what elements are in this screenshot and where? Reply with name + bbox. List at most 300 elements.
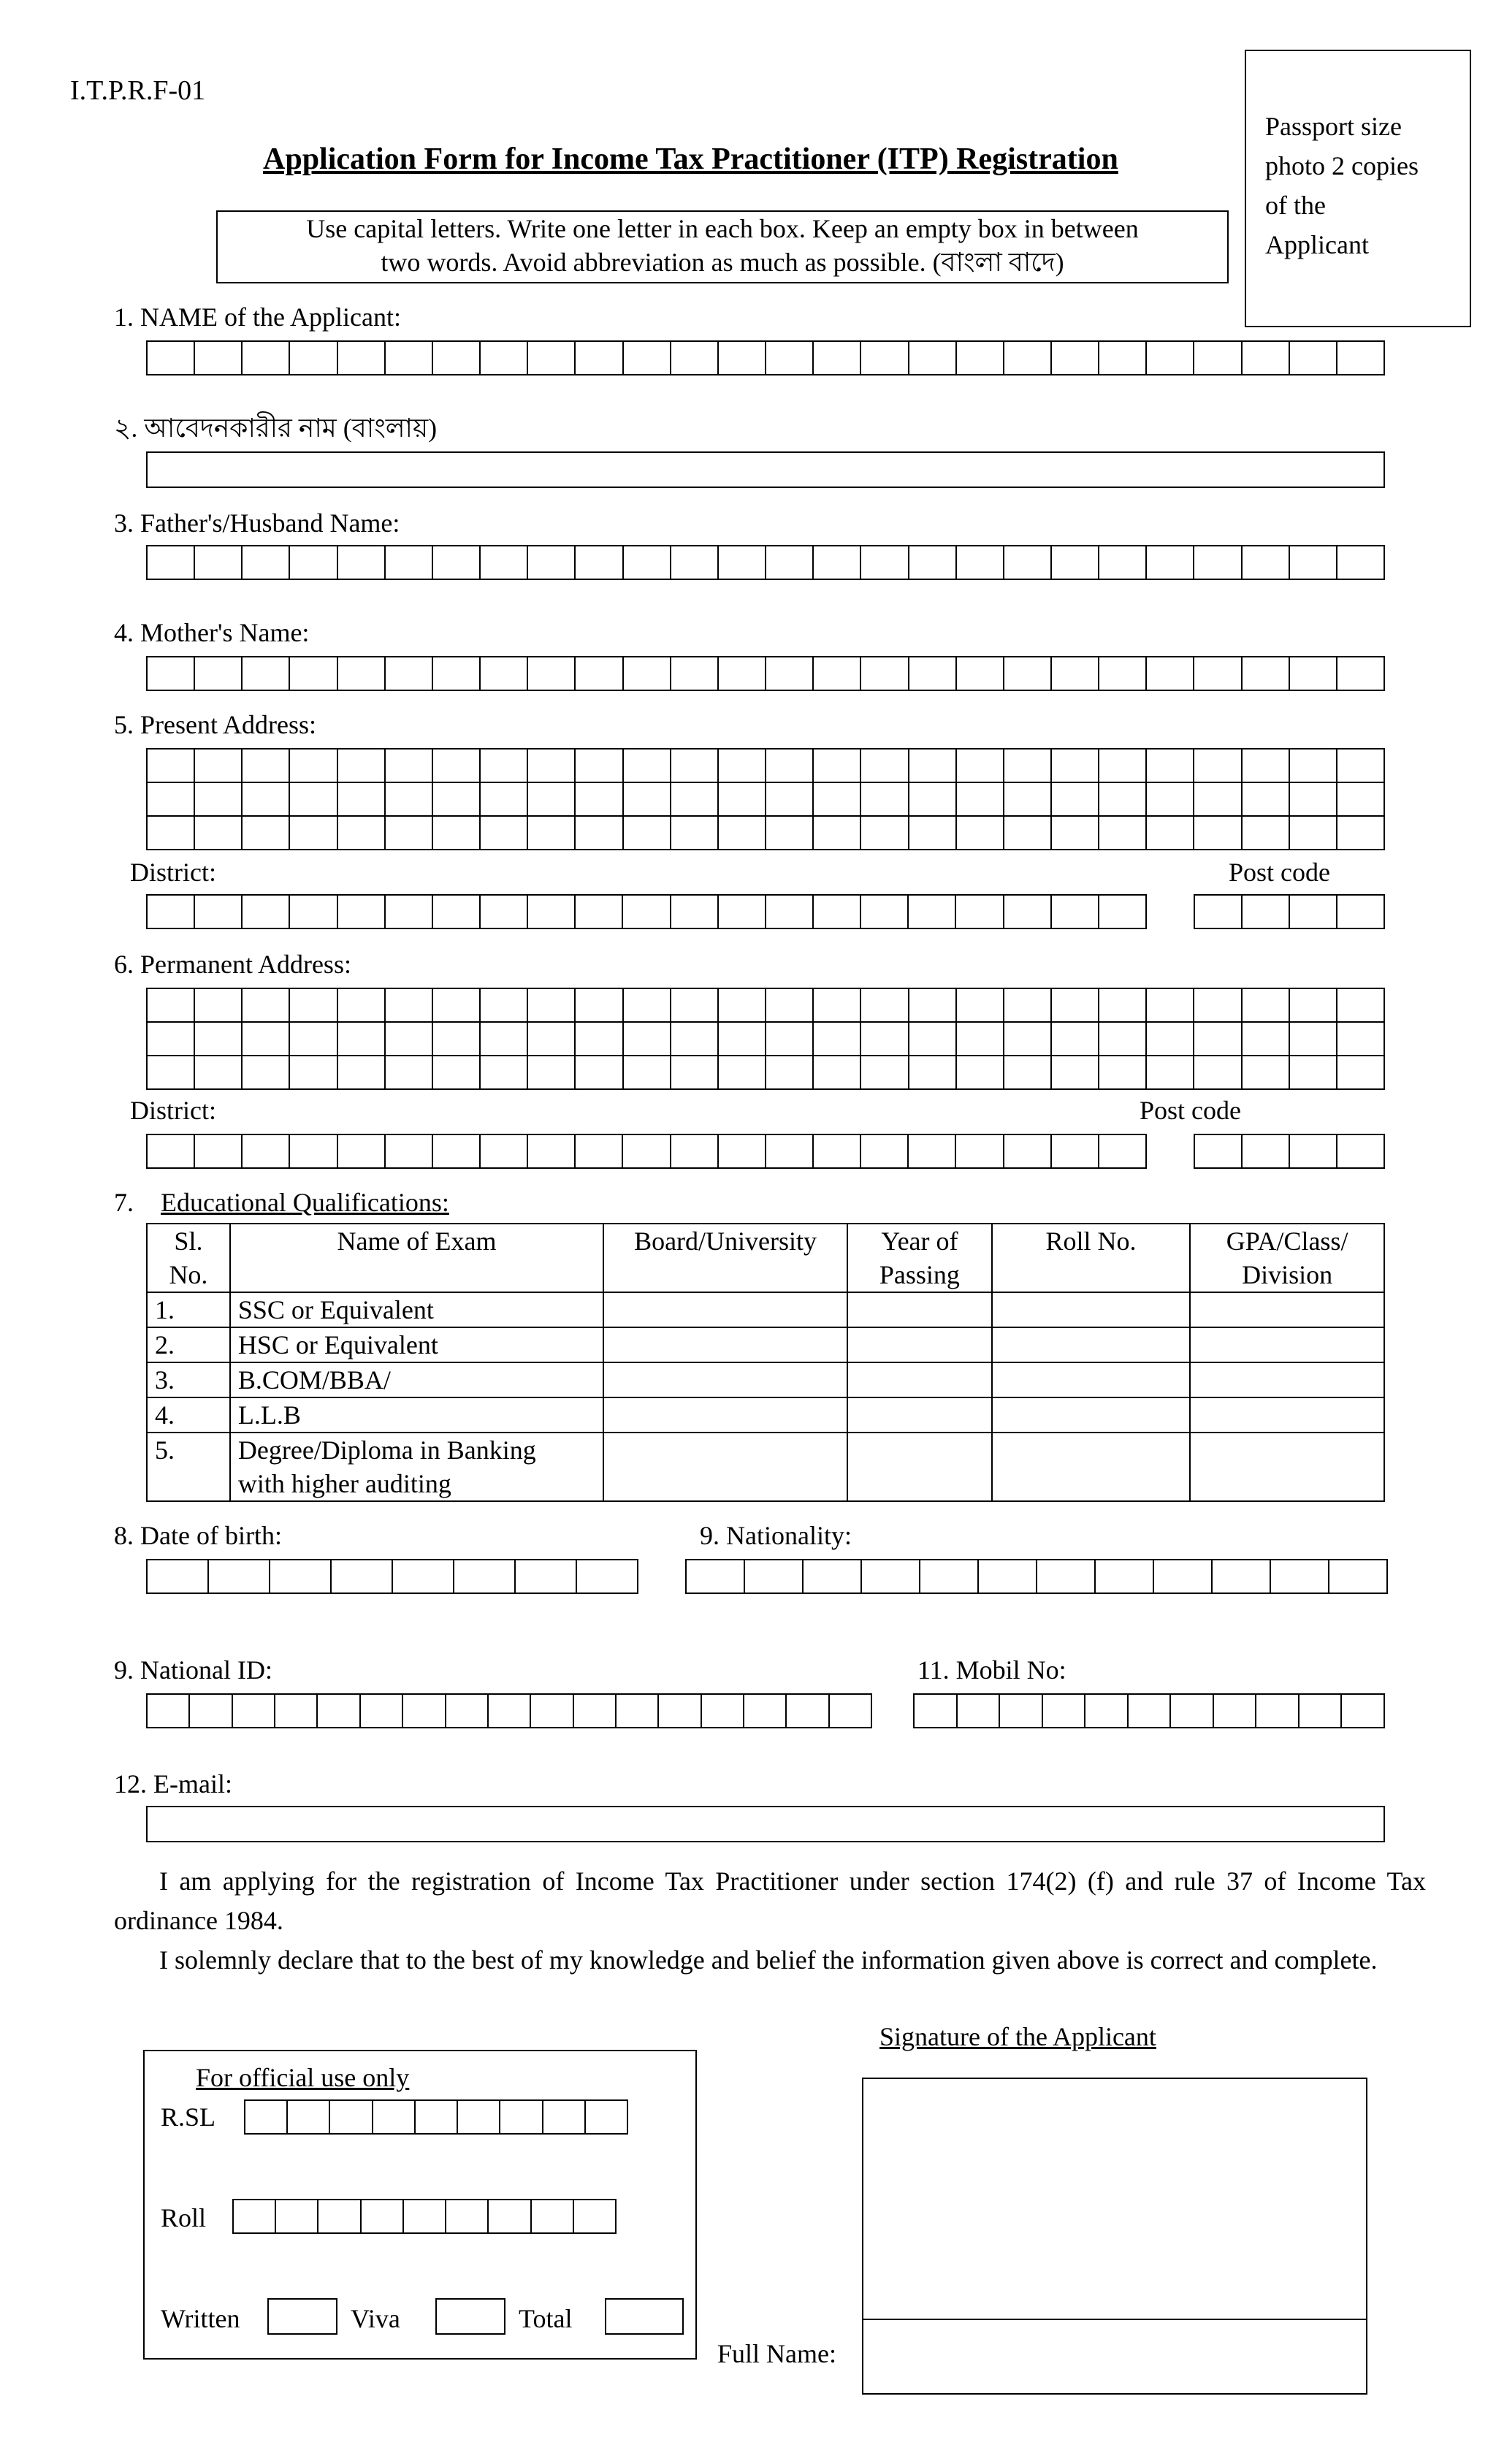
letter-box[interactable] (671, 783, 719, 815)
letter-box[interactable] (148, 546, 195, 579)
letter-box[interactable] (433, 1056, 481, 1088)
letter-box[interactable] (243, 1023, 290, 1055)
letter-box[interactable] (957, 1023, 1004, 1055)
letter-box[interactable] (386, 1135, 433, 1167)
letter-box[interactable] (481, 546, 528, 579)
letter-box[interactable] (624, 783, 671, 815)
letter-box[interactable] (1099, 342, 1147, 374)
letter-box[interactable] (1099, 817, 1147, 849)
letter-box[interactable] (671, 896, 719, 928)
letter-box[interactable] (1099, 657, 1147, 690)
letter-box[interactable] (766, 750, 814, 782)
letter-box[interactable] (500, 2101, 543, 2133)
letter-box[interactable] (1194, 783, 1242, 815)
letter-box[interactable] (275, 1695, 318, 1727)
letter-box[interactable] (719, 1135, 766, 1167)
letter-box[interactable] (148, 1023, 195, 1055)
written-box[interactable] (267, 2298, 337, 2335)
roll-cell[interactable] (992, 1397, 1190, 1433)
letter-box[interactable] (1194, 342, 1242, 374)
letter-box[interactable] (290, 783, 337, 815)
letter-box[interactable] (481, 1135, 528, 1167)
letter-box[interactable] (861, 750, 909, 782)
letter-box[interactable] (719, 750, 766, 782)
total-box[interactable] (605, 2298, 684, 2335)
letter-box[interactable] (338, 783, 386, 815)
letter-box[interactable] (1290, 750, 1337, 782)
letter-box[interactable] (576, 657, 623, 690)
letter-box[interactable] (1099, 1135, 1145, 1167)
year-cell[interactable] (847, 1292, 992, 1327)
letter-box[interactable] (195, 546, 243, 579)
letter-box[interactable] (1337, 1023, 1384, 1055)
letter-box[interactable] (543, 2101, 586, 2133)
letter-box[interactable] (957, 817, 1004, 849)
letter-box[interactable] (361, 1695, 403, 1727)
letter-box[interactable] (1052, 1056, 1099, 1088)
father-name-boxes[interactable] (146, 545, 1385, 580)
letter-box[interactable] (861, 1056, 909, 1088)
letter-box[interactable] (909, 817, 957, 849)
board-cell[interactable] (603, 1397, 847, 1433)
letter-box[interactable] (528, 783, 576, 815)
letter-box[interactable] (766, 657, 814, 690)
letter-box[interactable] (1243, 817, 1290, 849)
letter-box[interactable] (862, 1560, 920, 1593)
letter-box[interactable] (386, 342, 433, 374)
letter-box[interactable] (1085, 1695, 1129, 1727)
letter-box[interactable] (195, 783, 243, 815)
rsl-boxes[interactable] (244, 2099, 628, 2135)
letter-box[interactable] (433, 817, 481, 849)
letter-box[interactable] (338, 1056, 386, 1088)
letter-box[interactable] (190, 1695, 232, 1727)
letter-box[interactable] (1195, 1135, 1243, 1167)
letter-box[interactable] (787, 1695, 829, 1727)
letter-box[interactable] (481, 783, 528, 815)
letter-box[interactable] (1004, 1056, 1052, 1088)
letter-box[interactable] (243, 817, 290, 849)
letter-box[interactable] (766, 546, 814, 579)
letter-box[interactable] (528, 657, 576, 690)
letter-box[interactable] (386, 896, 433, 928)
letter-box[interactable] (1004, 546, 1052, 579)
letter-box[interactable] (1154, 1560, 1213, 1593)
letter-box[interactable] (814, 750, 861, 782)
letter-box[interactable] (1000, 1695, 1043, 1727)
letter-box[interactable] (1243, 657, 1290, 690)
letter-box[interactable] (318, 2200, 361, 2232)
letter-box[interactable] (1243, 1023, 1290, 1055)
signature-box[interactable] (862, 2078, 1367, 2320)
letter-box[interactable] (148, 896, 195, 928)
letter-box[interactable] (290, 546, 337, 579)
letter-box[interactable] (719, 989, 766, 1021)
letter-box[interactable] (814, 817, 861, 849)
letter-box[interactable] (433, 989, 481, 1021)
letter-box[interactable] (909, 1056, 957, 1088)
roll-cell[interactable] (992, 1433, 1190, 1501)
letter-box[interactable] (332, 1560, 393, 1593)
permanent-address-row-1[interactable] (146, 988, 1385, 1023)
letter-box[interactable] (1337, 817, 1384, 849)
letter-box[interactable] (576, 896, 623, 928)
letter-box[interactable] (766, 817, 814, 849)
letter-box[interactable] (623, 1135, 671, 1167)
letter-box[interactable] (1195, 896, 1243, 928)
letter-box[interactable] (386, 1023, 433, 1055)
letter-box[interactable] (861, 896, 909, 928)
letter-box[interactable] (446, 1695, 489, 1727)
letter-box[interactable] (148, 783, 195, 815)
letter-box[interactable] (516, 1560, 577, 1593)
letter-box[interactable] (719, 783, 766, 815)
name-bn-field[interactable] (146, 451, 1385, 488)
year-cell[interactable] (847, 1433, 992, 1501)
letter-box[interactable] (861, 783, 909, 815)
letter-box[interactable] (1099, 1023, 1147, 1055)
letter-box[interactable] (338, 817, 386, 849)
gpa-cell[interactable] (1190, 1292, 1384, 1327)
letter-box[interactable] (528, 896, 576, 928)
present-district-boxes[interactable] (146, 894, 1147, 929)
letter-box[interactable] (148, 817, 195, 849)
letter-box[interactable] (481, 342, 528, 374)
letter-box[interactable] (1290, 1056, 1337, 1088)
letter-box[interactable] (1243, 896, 1290, 928)
letter-box[interactable] (1214, 1695, 1257, 1727)
letter-box[interactable] (861, 342, 909, 374)
letter-box[interactable] (458, 2101, 500, 2133)
letter-box[interactable] (1099, 750, 1147, 782)
permanent-address-row-2[interactable] (146, 1021, 1385, 1056)
board-cell[interactable] (603, 1433, 847, 1501)
full-name-field[interactable] (862, 2319, 1367, 2395)
letter-box[interactable] (195, 896, 243, 928)
viva-box[interactable] (435, 2298, 505, 2335)
letter-box[interactable] (624, 750, 671, 782)
letter-box[interactable] (195, 1135, 243, 1167)
letter-box[interactable] (1290, 1135, 1337, 1167)
letter-box[interactable] (243, 1135, 290, 1167)
letter-box[interactable] (909, 657, 957, 690)
letter-box[interactable] (1243, 750, 1290, 782)
present-address-row-2[interactable] (146, 782, 1385, 817)
letter-box[interactable] (909, 1023, 957, 1055)
letter-box[interactable] (1194, 817, 1242, 849)
letter-box[interactable] (576, 1056, 623, 1088)
letter-box[interactable] (1290, 657, 1337, 690)
letter-box[interactable] (687, 1560, 745, 1593)
letter-box[interactable] (528, 817, 576, 849)
letter-box[interactable] (481, 1023, 528, 1055)
letter-box[interactable] (1004, 342, 1052, 374)
name-boxes[interactable] (146, 340, 1385, 375)
letter-box[interactable] (1337, 783, 1384, 815)
letter-box[interactable] (1147, 989, 1194, 1021)
letter-box[interactable] (624, 1056, 671, 1088)
permanent-address-row-3[interactable] (146, 1055, 1385, 1090)
letter-box[interactable] (909, 1135, 956, 1167)
letter-box[interactable] (1290, 546, 1337, 579)
letter-box[interactable] (446, 2200, 489, 2232)
letter-box[interactable] (1052, 896, 1099, 928)
letter-box[interactable] (243, 1056, 290, 1088)
letter-box[interactable] (532, 2200, 574, 2232)
letter-box[interactable] (1300, 1695, 1343, 1727)
mobile-boxes[interactable] (913, 1693, 1385, 1728)
letter-box[interactable] (1052, 783, 1099, 815)
letter-box[interactable] (290, 657, 337, 690)
letter-box[interactable] (243, 989, 290, 1021)
letter-box[interactable] (766, 1056, 814, 1088)
letter-box[interactable] (489, 2200, 531, 2232)
letter-box[interactable] (1099, 896, 1145, 928)
letter-box[interactable] (1004, 1023, 1052, 1055)
letter-box[interactable] (1052, 989, 1099, 1021)
letter-box[interactable] (1004, 896, 1052, 928)
gpa-cell[interactable] (1190, 1327, 1384, 1362)
letter-box[interactable] (290, 817, 337, 849)
letter-box[interactable] (719, 817, 766, 849)
letter-box[interactable] (489, 1695, 531, 1727)
letter-box[interactable] (481, 896, 528, 928)
letter-box[interactable] (148, 342, 195, 374)
letter-box[interactable] (1004, 750, 1052, 782)
letter-box[interactable] (1194, 750, 1242, 782)
letter-box[interactable] (1099, 546, 1147, 579)
letter-box[interactable] (481, 750, 528, 782)
letter-box[interactable] (243, 750, 290, 782)
letter-box[interactable] (861, 1135, 909, 1167)
letter-box[interactable] (577, 1560, 637, 1593)
letter-box[interactable] (1243, 1135, 1290, 1167)
letter-box[interactable] (1147, 342, 1194, 374)
letter-box[interactable] (1337, 1056, 1384, 1088)
letter-box[interactable] (814, 546, 861, 579)
letter-box[interactable] (1043, 1695, 1086, 1727)
letter-box[interactable] (433, 1023, 481, 1055)
letter-box[interactable] (830, 1695, 871, 1727)
board-cell[interactable] (603, 1362, 847, 1397)
letter-box[interactable] (624, 546, 671, 579)
letter-box[interactable] (909, 783, 957, 815)
letter-box[interactable] (528, 750, 576, 782)
letter-box[interactable] (909, 546, 957, 579)
present-address-row-1[interactable] (146, 748, 1385, 783)
letter-box[interactable] (338, 896, 386, 928)
letter-box[interactable] (433, 546, 481, 579)
letter-box[interactable] (270, 1560, 332, 1593)
letter-box[interactable] (433, 657, 481, 690)
roll-cell[interactable] (992, 1292, 1190, 1327)
letter-box[interactable] (433, 342, 481, 374)
letter-box[interactable] (330, 2101, 373, 2133)
letter-box[interactable] (719, 342, 766, 374)
letter-box[interactable] (1243, 1056, 1290, 1088)
letter-box[interactable] (528, 989, 576, 1021)
letter-box[interactable] (861, 1023, 909, 1055)
letter-box[interactable] (1337, 750, 1384, 782)
letter-box[interactable] (1099, 1056, 1147, 1088)
letter-box[interactable] (1052, 817, 1099, 849)
letter-box[interactable] (574, 1695, 617, 1727)
letter-box[interactable] (671, 750, 719, 782)
letter-box[interactable] (671, 989, 719, 1021)
letter-box[interactable] (576, 750, 623, 782)
letter-box[interactable] (1290, 896, 1337, 928)
letter-box[interactable] (416, 2101, 458, 2133)
letter-box[interactable] (671, 1135, 719, 1167)
letter-box[interactable] (243, 546, 290, 579)
letter-box[interactable] (338, 1023, 386, 1055)
present-address-row-3[interactable] (146, 815, 1385, 850)
letter-box[interactable] (719, 1056, 766, 1088)
letter-box[interactable] (624, 989, 671, 1021)
letter-box[interactable] (195, 342, 243, 374)
letter-box[interactable] (719, 657, 766, 690)
letter-box[interactable] (1194, 1056, 1242, 1088)
letter-box[interactable] (1337, 1135, 1384, 1167)
letter-box[interactable] (288, 2101, 330, 2133)
letter-box[interactable] (276, 2200, 318, 2232)
letter-box[interactable] (433, 750, 481, 782)
letter-box[interactable] (318, 1695, 360, 1727)
letter-box[interactable] (148, 1695, 190, 1727)
letter-box[interactable] (290, 1023, 337, 1055)
letter-box[interactable] (1243, 783, 1290, 815)
letter-box[interactable] (1194, 989, 1242, 1021)
letter-box[interactable] (1342, 1695, 1384, 1727)
letter-box[interactable] (386, 817, 433, 849)
letter-box[interactable] (576, 342, 623, 374)
letter-box[interactable] (531, 1695, 573, 1727)
letter-box[interactable] (1052, 657, 1099, 690)
permanent-post-code-boxes[interactable] (1194, 1134, 1385, 1169)
letter-box[interactable] (1147, 1056, 1194, 1088)
letter-box[interactable] (909, 750, 957, 782)
letter-box[interactable] (702, 1695, 744, 1727)
present-post-code-boxes[interactable] (1194, 894, 1385, 929)
letter-box[interactable] (243, 657, 290, 690)
letter-box[interactable] (861, 989, 909, 1021)
letter-box[interactable] (195, 1023, 243, 1055)
letter-box[interactable] (1052, 1135, 1099, 1167)
letter-box[interactable] (576, 783, 623, 815)
letter-box[interactable] (576, 546, 623, 579)
letter-box[interactable] (1004, 989, 1052, 1021)
letter-box[interactable] (624, 657, 671, 690)
dob-boxes[interactable] (146, 1559, 638, 1594)
letter-box[interactable] (1004, 1135, 1052, 1167)
letter-box[interactable] (766, 1023, 814, 1055)
letter-box[interactable] (814, 657, 861, 690)
letter-box[interactable] (1037, 1560, 1096, 1593)
letter-box[interactable] (671, 817, 719, 849)
letter-box[interactable] (766, 989, 814, 1021)
letter-box[interactable] (433, 896, 481, 928)
letter-box[interactable] (1290, 817, 1337, 849)
letter-box[interactable] (766, 342, 814, 374)
letter-box[interactable] (1194, 1023, 1242, 1055)
letter-box[interactable] (454, 1560, 516, 1593)
letter-box[interactable] (195, 1056, 243, 1088)
letter-box[interactable] (1256, 1695, 1300, 1727)
nationality-boxes[interactable] (685, 1559, 1388, 1594)
letter-box[interactable] (659, 1695, 701, 1727)
letter-box[interactable] (233, 1695, 275, 1727)
letter-box[interactable] (909, 342, 957, 374)
letter-box[interactable] (719, 546, 766, 579)
letter-box[interactable] (386, 750, 433, 782)
letter-box[interactable] (290, 750, 337, 782)
letter-box[interactable] (744, 1695, 787, 1727)
letter-box[interactable] (814, 1056, 861, 1088)
letter-box[interactable] (386, 1056, 433, 1088)
letter-box[interactable] (671, 657, 719, 690)
letter-box[interactable] (957, 657, 1004, 690)
letter-box[interactable] (195, 750, 243, 782)
letter-box[interactable] (719, 896, 766, 928)
letter-box[interactable] (920, 1560, 979, 1593)
letter-box[interactable] (1171, 1695, 1214, 1727)
letter-box[interactable] (290, 1056, 337, 1088)
letter-box[interactable] (617, 1695, 659, 1727)
letter-box[interactable] (1147, 750, 1194, 782)
letter-box[interactable] (766, 896, 814, 928)
letter-box[interactable] (1147, 783, 1194, 815)
letter-box[interactable] (804, 1560, 862, 1593)
photo-box[interactable] (1245, 50, 1471, 327)
year-cell[interactable] (847, 1362, 992, 1397)
letter-box[interactable] (234, 2200, 276, 2232)
letter-box[interactable] (915, 1695, 958, 1727)
letter-box[interactable] (338, 1135, 386, 1167)
letter-box[interactable] (148, 989, 195, 1021)
letter-box[interactable] (481, 989, 528, 1021)
letter-box[interactable] (481, 657, 528, 690)
letter-box[interactable] (1213, 1560, 1271, 1593)
letter-box[interactable] (1147, 546, 1194, 579)
email-field[interactable] (146, 1806, 1385, 1842)
letter-box[interactable] (861, 657, 909, 690)
letter-box[interactable] (745, 1560, 804, 1593)
letter-box[interactable] (373, 2101, 416, 2133)
letter-box[interactable] (393, 1560, 454, 1593)
letter-box[interactable] (1337, 896, 1384, 928)
letter-box[interactable] (243, 896, 290, 928)
letter-box[interactable] (624, 817, 671, 849)
letter-box[interactable] (957, 342, 1004, 374)
letter-box[interactable] (433, 1135, 481, 1167)
letter-box[interactable] (195, 817, 243, 849)
letter-box[interactable] (957, 546, 1004, 579)
letter-box[interactable] (528, 1135, 576, 1167)
letter-box[interactable] (1329, 1560, 1386, 1593)
letter-box[interactable] (290, 1135, 337, 1167)
letter-box[interactable] (956, 896, 1004, 928)
letter-box[interactable] (1194, 546, 1242, 579)
letter-box[interactable] (861, 817, 909, 849)
letter-box[interactable] (290, 896, 337, 928)
letter-box[interactable] (979, 1560, 1037, 1593)
letter-box[interactable] (814, 342, 861, 374)
letter-box[interactable] (403, 1695, 446, 1727)
letter-box[interactable] (814, 783, 861, 815)
letter-box[interactable] (624, 342, 671, 374)
letter-box[interactable] (243, 783, 290, 815)
letter-box[interactable] (766, 783, 814, 815)
